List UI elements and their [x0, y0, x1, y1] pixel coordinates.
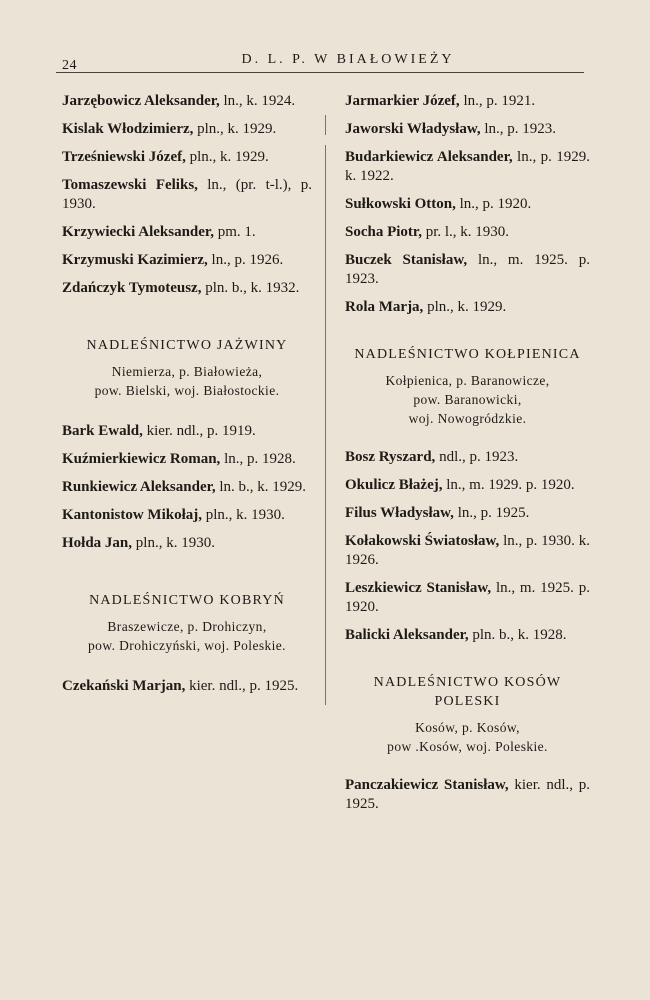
list-item: Socha Piotr, pr. l., k. 1930.	[345, 224, 510, 240]
page-number: 24	[62, 58, 77, 73]
list-item: Kislak Włodzimierz, pln., k. 1929.	[62, 121, 277, 137]
section-heading-kolpienica	[345, 345, 590, 428]
section-title: NADLEŚNICTWO JAŻWINY	[86, 338, 288, 353]
list-item: Sułkowski Otton, ln., p. 1920.	[345, 196, 532, 212]
section-address: Kosów, p. Kosów, pow .Kosów, woj. Poleskie.	[387, 720, 548, 754]
list-item: Panczakiewicz Stanisław, kier. ndl., p. 1925.	[345, 777, 590, 812]
left-column	[62, 92, 312, 705]
section-address: Kołpienica, p. Baranowicze, pow. Baranowicki, woj. Nowogródzkie.	[385, 373, 550, 426]
list-item: Filus Władysław, ln., p. 1925.	[345, 505, 530, 521]
section-address: Braszewicze, p. Drohiczyn, pow. Drohiczyński, woj. Poleskie.	[88, 619, 286, 653]
list-item: Runkiewicz Aleksander, ln. b., k. 1929.	[62, 479, 307, 495]
page-header	[56, 50, 584, 73]
list-item: Trześniewski Józef, pln., k. 1929.	[62, 149, 269, 165]
list-item: Budarkiewicz Aleksander, ln., p. 1929. k. 1922.	[345, 149, 591, 184]
list-item: Jaworski Władysław, ln., p. 1923.	[345, 121, 557, 137]
list-item: Krzymuski Kazimierz, ln., p. 1926.	[62, 252, 284, 268]
column-divider	[325, 115, 326, 705]
list-item: Kuźmierkiewicz Roman, ln., p. 1928.	[62, 451, 296, 467]
list-item: Jarmarkier Józef, ln., p. 1921.	[345, 93, 536, 109]
list-item: Bosz Ryszard, ndl., p. 1923.	[345, 449, 519, 465]
section-heading-jazwiny	[62, 336, 312, 400]
list-item: Leszkiewicz Stanisław, ln., m. 1925. p. 1920.	[345, 580, 591, 615]
section-title: NADLEŚNICTWO KOSÓW POLESKI	[373, 675, 562, 709]
list-item: Czekański Marjan, kier. ndl., p. 1925.	[62, 678, 299, 694]
list-item: Hołda Jan, pln., k. 1930.	[62, 535, 215, 551]
list-item: Balicki Aleksander, pln. b., k. 1928.	[345, 627, 567, 643]
list-item: Okulicz Błażej, ln., m. 1929. p. 1920.	[345, 477, 575, 493]
right-column	[345, 92, 590, 823]
section-heading-kobryn	[62, 591, 312, 655]
list-item: Tomaszewski Feliks, ln., (pr. t-l.), p. 1930.	[62, 177, 312, 212]
section-heading-kosow	[345, 673, 590, 756]
list-item: Kołakowski Światosław, ln., p. 1930. k. 1926.	[345, 533, 590, 568]
list-item: Kantonistow Mikołaj, pln., k. 1930.	[62, 507, 285, 523]
section-address: Niemierza, p. Białowieża, pow. Bielski, woj. Białostockie.	[94, 364, 280, 398]
list-item: Krzywiecki Aleksander, pm. 1.	[62, 224, 256, 240]
section-title: NADLEŚNICTWO KOŁPIENICA	[354, 347, 581, 362]
list-item: Jarzębowicz Aleksander, ln., k. 1924.	[62, 93, 296, 109]
list-item: Bark Ewald, kier. ndl., p. 1919.	[62, 423, 256, 439]
section-title: NADLEŚNICTWO KOBRYŃ	[89, 593, 285, 608]
list-item: Buczek Stanisław, ln., m. 1925. p. 1923.	[345, 252, 590, 287]
list-item: Zdańczyk Tymoteusz, pln. b., k. 1932.	[62, 280, 300, 296]
list-item: Rola Marja, pln., k. 1929.	[345, 299, 507, 315]
running-title: D. L. P. W BIAŁOWIEŻY	[241, 52, 455, 67]
